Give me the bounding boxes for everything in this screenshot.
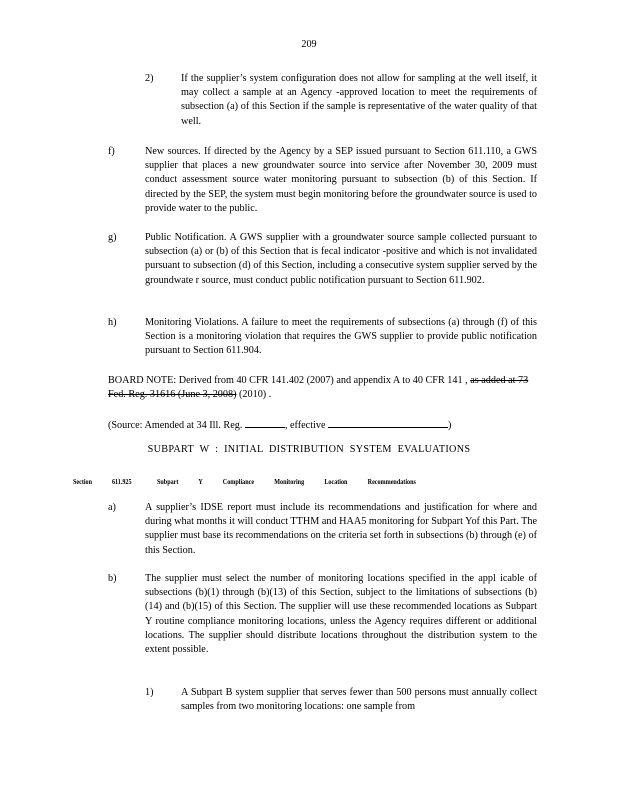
item-g-text: Public Notification. A GWS supplier with a groundwater source sample collected pursuant to subsection (a) or (b) of this Section that is fecal indicator -positive and which is not invalidated pursuant to subsection (d) of this Section, including a consecutive system supplier served by the groundwate r source, must conduct public notification pursuant to Section 611.902.: [145, 232, 537, 286]
source-note-suffix: ): [448, 420, 452, 431]
item-f-text: New sources. If directed by the Agency by a SEP issued pursuant to Section 611.110, a GWS supplier that places a new groundwater source into service after November 30, 2009 must conduct assessment source water monitoring pursuant to subsection (b) of this Section. If directed by the SEP, the system must begin monitoring before the groundwater source is used to provide water to the public.: [145, 146, 537, 214]
section-heading-word: Section: [73, 478, 93, 486]
board-note-struck-text: as added at 73 Fed. Reg. 31616 (June 3, 2008): [108, 375, 529, 401]
subpart-heading: SUBPART W : INITIAL DISTRIBUTION SYSTEM EVALUATIONS: [147, 444, 471, 455]
section-heading-number: 611.925: [112, 478, 132, 486]
item-h-text: Monitoring Violations. A failure to meet the requirements of subsections (a) through (f) of this Section is a monitoring violation that requires the GWS supplier to provide public notification pursuant to Section 611.904.: [145, 317, 537, 357]
section-heading-title: Subpart Y Compliance Monitoring Location Recommendations: [157, 478, 416, 486]
item-b1-text: A Subpart B system supplier that serves fewer than 500 persons must annually collect samples from two monitoring locations: one sample from: [181, 687, 537, 713]
item-b1-label: 1): [145, 687, 154, 698]
source-note-middle: , effective: [284, 420, 329, 431]
item-2-label: 2): [145, 73, 154, 84]
item-a-label: a): [108, 502, 116, 513]
item-g-label: g): [108, 232, 117, 243]
item-h-label: h): [108, 317, 117, 328]
page-number: 209: [301, 39, 317, 50]
item-b-text: The supplier must select the number of monitoring locations specified in the appl icable of subsections (b)(1) through (b)(13) of this Section, subject to the limitations of subsections (b)(14) and (b)(15) of this Section. The supplier will use these recommended locations as Subpart Y routine compliance monitoring locations, unless the Agency requires different or additional locations. The supplier should distribute locations throughout the distribution system to the extent possible.: [145, 573, 537, 656]
item-a-text: A supplier’s IDSE report must include its recommendations and justification for where and during what months it will conduct TTHM and HAA5 monitoring for Subpart Yof this Part. The supplier must base its recommendations on the criteria set forth in subsections (b) through (e) of this Section.: [145, 502, 537, 556]
board-note-after-text: (2010) .: [236, 389, 272, 401]
board-note: [108, 374, 537, 402]
board-note-text: BOARD NOTE: Derived from 40 CFR 141.402 (2007) and appendix A to 40 CFR 141 ,: [108, 375, 468, 386]
source-note-reg-blank: [245, 416, 285, 428]
source-note: [108, 416, 538, 433]
item-f-label: f): [108, 146, 115, 157]
item-2-text: If the supplier’s system configuration does not allow for sampling at the well itself, it may collect a sample at an Agency -approved location to meet the requirements of subsection (a) of this Section if the sample is representative of the water quality of that well.: [181, 73, 537, 127]
source-note-date-blank: [328, 416, 448, 428]
item-b-label: b): [108, 573, 117, 584]
source-note-prefix: (Source: Amended at 34 Ill. Reg.: [108, 420, 245, 431]
